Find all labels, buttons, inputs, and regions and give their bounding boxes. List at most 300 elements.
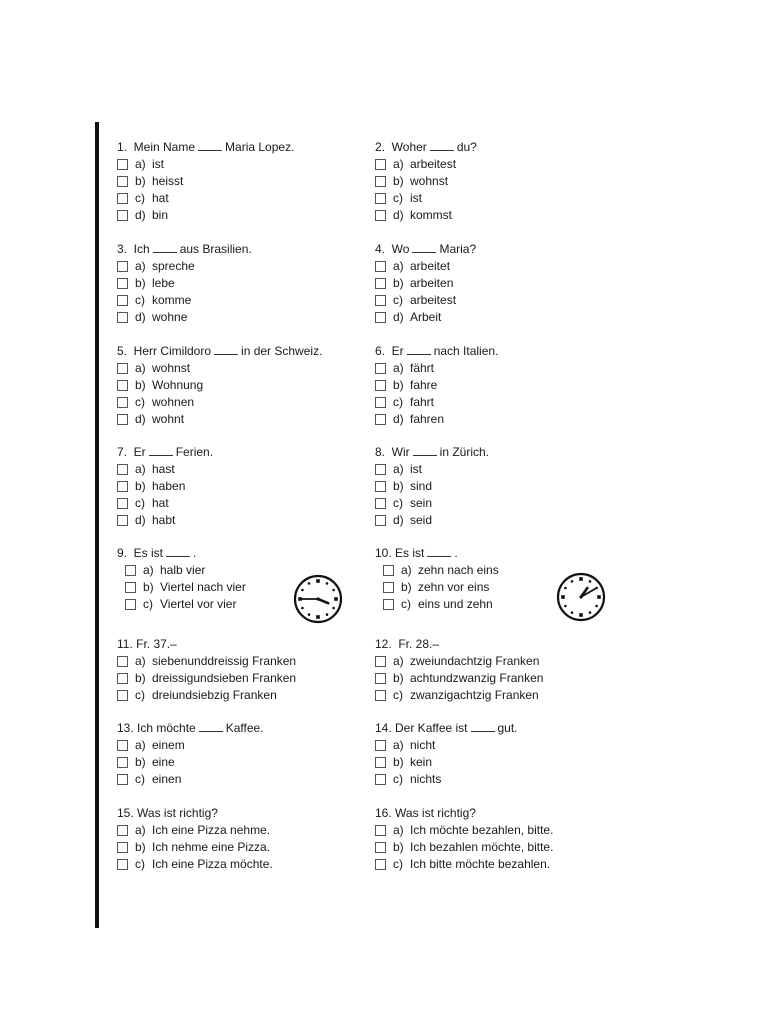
answer-checkbox[interactable]: [375, 481, 386, 492]
answer-checkbox[interactable]: [117, 673, 128, 684]
clock-hour-mark: [316, 615, 320, 619]
option-letter: a): [393, 654, 404, 668]
answer-option[interactable]: [375, 394, 498, 411]
option-letter: c): [135, 395, 145, 409]
answer-option[interactable]: [375, 670, 543, 687]
question-6: [375, 343, 498, 428]
answer-option[interactable]: [117, 596, 246, 613]
question-1: [117, 139, 294, 224]
clock-hour-mark: [332, 589, 335, 592]
answer-option[interactable]: [117, 495, 213, 512]
answer-checkbox[interactable]: [117, 656, 128, 667]
option-letter: c): [393, 772, 403, 786]
answer-checkbox[interactable]: [375, 261, 386, 272]
option-letter: c): [143, 597, 153, 611]
answer-checkbox[interactable]: [375, 774, 386, 785]
answer-option[interactable]: [117, 309, 252, 326]
option-text: wohnen: [152, 395, 195, 409]
answer-option[interactable]: [375, 856, 553, 873]
answer-option[interactable]: [375, 512, 489, 529]
option-letter: c): [135, 293, 145, 307]
question-stem: [117, 343, 322, 360]
option-text: hat: [152, 191, 169, 205]
answer-option[interactable]: [375, 839, 553, 856]
option-text: seid: [410, 513, 433, 527]
answer-option[interactable]: [117, 207, 294, 224]
option-text: zehn nach eins: [418, 563, 499, 577]
answer-option[interactable]: [117, 822, 273, 839]
answer-option[interactable]: [117, 275, 252, 292]
answer-checkbox[interactable]: [117, 295, 128, 306]
option-text: fahre: [410, 378, 438, 392]
answer-option[interactable]: [117, 737, 264, 754]
option-text: Ich nehme eine Pizza.: [152, 840, 271, 854]
question-stem: [375, 720, 518, 737]
answer-checkbox[interactable]: [375, 656, 386, 667]
answer-option[interactable]: [117, 411, 322, 428]
option-letter: c): [135, 688, 145, 702]
question-stem: [375, 545, 499, 562]
option-text: halb vier: [160, 563, 206, 577]
option-letter: a): [135, 157, 146, 171]
option-text: hast: [152, 462, 175, 476]
answer-blank: [413, 444, 437, 456]
answer-checkbox[interactable]: [375, 464, 386, 475]
option-letter: b): [135, 671, 146, 685]
option-text: arbeitest: [410, 157, 457, 171]
answer-checkbox[interactable]: [117, 159, 128, 170]
option-text: eins und zehn: [418, 597, 493, 611]
option-text: Ich bezahlen möchte, bitte.: [410, 840, 554, 854]
question-text: 2. Woher: [375, 140, 427, 154]
clock-hour-mark: [571, 580, 574, 583]
answer-checkbox[interactable]: [375, 363, 386, 374]
option-letter: b): [393, 174, 404, 188]
clock-icon: [293, 574, 343, 624]
clock-hour-mark: [308, 582, 311, 585]
answer-blank: [149, 444, 173, 456]
option-text: komme: [152, 293, 192, 307]
answer-blank: [198, 139, 222, 151]
option-letter: a): [393, 157, 404, 171]
answer-option[interactable]: [117, 156, 294, 173]
question-3: [117, 241, 252, 326]
question-stem: [375, 139, 477, 156]
question-text-after: .: [193, 546, 197, 560]
option-letter: a): [393, 259, 404, 273]
option-letter: a): [135, 654, 146, 668]
option-text: fährt: [410, 361, 435, 375]
answer-option[interactable]: [375, 207, 477, 224]
clock-hour-mark: [595, 605, 598, 608]
answer-blank: [214, 343, 238, 355]
answer-checkbox[interactable]: [375, 193, 386, 204]
option-text: einem: [152, 738, 185, 752]
option-letter: b): [143, 580, 154, 594]
option-letter: c): [135, 857, 145, 871]
answer-blank: [153, 241, 177, 253]
option-letter: b): [135, 276, 146, 290]
option-letter: a): [135, 823, 146, 837]
question-text-after: in der Schweiz.: [241, 344, 323, 358]
question-text: 16. Was ist richtig?: [375, 806, 476, 820]
option-letter: b): [135, 755, 146, 769]
option-letter: d): [135, 412, 146, 426]
answer-option[interactable]: [375, 754, 518, 771]
option-text: kommst: [410, 208, 452, 222]
margin-bar: [95, 122, 99, 928]
answer-checkbox[interactable]: [375, 498, 386, 509]
clock-center-pin: [316, 597, 319, 600]
answer-option[interactable]: [117, 670, 296, 687]
answer-option[interactable]: [117, 856, 273, 873]
answer-blank: [430, 139, 454, 151]
option-text: fahrt: [410, 395, 435, 409]
question-stem: [375, 636, 543, 653]
answer-checkbox[interactable]: [117, 380, 128, 391]
answer-option[interactable]: [375, 377, 498, 394]
option-letter: c): [135, 772, 145, 786]
question-text-after: Maria?: [439, 242, 477, 256]
clock-hour-mark: [308, 613, 311, 616]
question-9: [117, 545, 246, 613]
answer-option[interactable]: [117, 394, 322, 411]
answer-checkbox[interactable]: [375, 825, 386, 836]
option-letter: c): [401, 597, 411, 611]
clock-hour-mark: [561, 595, 565, 599]
option-letter: a): [393, 738, 404, 752]
answer-blank: [199, 720, 223, 732]
answer-option[interactable]: [375, 190, 477, 207]
clock-hour-mark: [597, 595, 601, 599]
answer-checkbox[interactable]: [117, 842, 128, 853]
option-letter: a): [143, 563, 154, 577]
option-text: haben: [152, 479, 186, 493]
question-stem: [375, 343, 498, 360]
answer-checkbox[interactable]: [117, 278, 128, 289]
option-text: wohne: [152, 310, 188, 324]
answer-option[interactable]: [375, 156, 477, 173]
clock-hour-mark: [326, 613, 329, 616]
answer-option[interactable]: [375, 478, 489, 495]
answer-checkbox[interactable]: [375, 842, 386, 853]
option-text: arbeitest: [410, 293, 457, 307]
option-letter: b): [393, 840, 404, 854]
answer-option[interactable]: [117, 562, 246, 579]
question-text-after: gut.: [497, 721, 518, 735]
answer-option[interactable]: [117, 258, 252, 275]
answer-blank: [412, 241, 436, 253]
answer-checkbox[interactable]: [375, 673, 386, 684]
answer-option[interactable]: [117, 512, 213, 529]
question-4: [375, 241, 476, 326]
option-text: dreiundsiebzig Franken: [152, 688, 277, 702]
answer-checkbox[interactable]: [375, 380, 386, 391]
answer-option[interactable]: [375, 771, 518, 788]
answer-checkbox[interactable]: [383, 582, 394, 593]
option-letter: c): [135, 191, 145, 205]
option-text: dreissigundsieben Franken: [152, 671, 297, 685]
option-text: sein: [410, 496, 433, 510]
answer-checkbox[interactable]: [117, 464, 128, 475]
answer-checkbox[interactable]: [117, 690, 128, 701]
question-text: 9. Es ist: [117, 546, 164, 560]
option-text: wohnt: [152, 412, 185, 426]
answer-checkbox[interactable]: [117, 740, 128, 751]
answer-option[interactable]: [117, 579, 246, 596]
clock-hour-mark: [301, 607, 304, 610]
answer-blank: [427, 545, 451, 557]
option-text: nichts: [410, 772, 442, 786]
option-letter: d): [393, 513, 404, 527]
option-text: arbeiten: [410, 276, 454, 290]
answer-checkbox[interactable]: [375, 159, 386, 170]
answer-option[interactable]: [117, 754, 264, 771]
answer-checkbox[interactable]: [375, 312, 386, 323]
question-text: 3. Ich: [117, 242, 150, 256]
option-text: achtundzwanzig Franken: [410, 671, 544, 685]
answer-checkbox[interactable]: [117, 210, 128, 221]
question-stem: [117, 636, 296, 653]
option-letter: a): [393, 361, 404, 375]
answer-checkbox[interactable]: [117, 481, 128, 492]
answer-checkbox[interactable]: [375, 397, 386, 408]
option-letter: b): [135, 479, 146, 493]
option-letter: c): [393, 395, 403, 409]
question-text: 10. Es ist: [375, 546, 425, 560]
option-text: heisst: [152, 174, 184, 188]
option-text: zwanzigachtzig Franken: [410, 688, 539, 702]
question-text-after: Kaffee.: [225, 721, 264, 735]
answer-option[interactable]: [375, 461, 489, 478]
question-5: [117, 343, 322, 428]
answer-blank: [471, 720, 495, 732]
answer-option[interactable]: [117, 377, 322, 394]
option-text: Ich bitte möchte bezahlen.: [410, 857, 551, 871]
clock-hour-mark: [579, 613, 583, 617]
question-text-after: in Zürich.: [439, 445, 490, 459]
question-stem: [117, 805, 273, 822]
answer-option[interactable]: [375, 596, 499, 613]
option-text: sind: [410, 479, 433, 493]
answer-checkbox[interactable]: [117, 363, 128, 374]
answer-checkbox[interactable]: [375, 278, 386, 289]
question-text: 4. Wo: [375, 242, 410, 256]
option-letter: a): [135, 462, 146, 476]
answer-option[interactable]: [117, 687, 296, 704]
answer-option[interactable]: [375, 562, 499, 579]
option-text: Viertel nach vier: [160, 580, 246, 594]
option-letter: b): [135, 840, 146, 854]
option-letter: c): [393, 688, 403, 702]
answer-checkbox[interactable]: [375, 859, 386, 870]
answer-checkbox[interactable]: [117, 515, 128, 526]
clock-hour-mark: [564, 587, 567, 590]
option-letter: b): [393, 479, 404, 493]
answer-option[interactable]: [117, 190, 294, 207]
clock-center-pin: [579, 595, 582, 598]
question-text: 8. Wir: [375, 445, 410, 459]
option-letter: c): [393, 857, 403, 871]
option-text: Ich eine Pizza möchte.: [152, 857, 273, 871]
answer-option[interactable]: [375, 737, 518, 754]
answer-checkbox[interactable]: [117, 757, 128, 768]
question-text: 13. Ich möchte: [117, 721, 196, 735]
option-letter: c): [393, 191, 403, 205]
option-letter: d): [393, 310, 404, 324]
answer-checkbox[interactable]: [375, 515, 386, 526]
answer-option[interactable]: [117, 771, 264, 788]
answer-option[interactable]: [117, 461, 213, 478]
clock-hour-mark: [316, 579, 320, 583]
option-text: lebe: [152, 276, 175, 290]
question-stem: [117, 241, 252, 258]
question-text: 12. Fr. 28.–: [375, 637, 440, 651]
answer-checkbox[interactable]: [125, 582, 136, 593]
answer-checkbox[interactable]: [375, 210, 386, 221]
answer-checkbox[interactable]: [117, 774, 128, 785]
option-letter: d): [135, 208, 146, 222]
option-text: Ich eine Pizza nehme.: [152, 823, 271, 837]
option-letter: b): [393, 276, 404, 290]
answer-checkbox[interactable]: [375, 295, 386, 306]
answer-checkbox[interactable]: [375, 757, 386, 768]
option-text: zweiundachtzig Franken: [410, 654, 540, 668]
question-12: [375, 636, 543, 704]
answer-checkbox[interactable]: [117, 825, 128, 836]
answer-option[interactable]: [375, 579, 499, 596]
option-text: wohnst: [152, 361, 191, 375]
option-text: hat: [152, 496, 169, 510]
option-text: ist: [410, 191, 422, 205]
option-text: einen: [152, 772, 182, 786]
question-14: [375, 720, 518, 788]
answer-blank: [407, 343, 431, 355]
answer-checkbox[interactable]: [383, 565, 394, 576]
answer-option[interactable]: [375, 275, 476, 292]
answer-checkbox[interactable]: [375, 690, 386, 701]
answer-option[interactable]: [375, 292, 476, 309]
option-letter: b): [393, 671, 404, 685]
option-text: kein: [410, 755, 433, 769]
answer-checkbox[interactable]: [117, 414, 128, 425]
option-letter: d): [393, 208, 404, 222]
answer-option[interactable]: [117, 292, 252, 309]
answer-checkbox[interactable]: [117, 397, 128, 408]
option-text: habt: [152, 513, 176, 527]
option-text: zehn vor eins: [418, 580, 490, 594]
option-letter: a): [135, 738, 146, 752]
question-2: [375, 139, 477, 224]
option-letter: c): [393, 496, 403, 510]
option-letter: a): [135, 361, 146, 375]
answer-checkbox[interactable]: [117, 176, 128, 187]
answer-option[interactable]: [117, 653, 296, 670]
question-text-after: Ferien.: [175, 445, 214, 459]
answer-checkbox[interactable]: [117, 193, 128, 204]
question-stem: [375, 444, 489, 461]
answer-option[interactable]: [375, 173, 477, 190]
question-13: [117, 720, 264, 788]
answer-option[interactable]: [375, 653, 543, 670]
question-16: [375, 805, 553, 873]
answer-checkbox[interactable]: [375, 740, 386, 751]
answer-checkbox[interactable]: [117, 261, 128, 272]
question-text: 14. Der Kaffee ist: [375, 721, 468, 735]
question-text: 11. Fr. 37.–: [117, 637, 177, 651]
option-text: arbeitet: [410, 259, 451, 273]
answer-checkbox[interactable]: [125, 565, 136, 576]
clock-hour-mark: [326, 582, 329, 585]
question-text: 15. Was ist richtig?: [117, 806, 218, 820]
answer-option[interactable]: [117, 478, 213, 495]
option-text: fahren: [410, 412, 445, 426]
answer-checkbox[interactable]: [125, 599, 136, 610]
question-10: [375, 545, 499, 613]
question-15: [117, 805, 273, 873]
question-stem: [117, 720, 264, 737]
answer-option[interactable]: [375, 258, 476, 275]
answer-option[interactable]: [375, 411, 498, 428]
question-text-after: Maria Lopez.: [225, 140, 295, 154]
option-text: ist: [410, 462, 422, 476]
clock-hour-mark: [589, 580, 592, 583]
answer-option[interactable]: [375, 360, 498, 377]
option-letter: b): [135, 174, 146, 188]
question-stem: [375, 241, 476, 258]
question-7: [117, 444, 213, 529]
answer-option[interactable]: [375, 822, 553, 839]
option-text: spreche: [152, 259, 195, 273]
answer-checkbox[interactable]: [117, 312, 128, 323]
clock-icon: [556, 572, 606, 622]
question-text: 5. Herr Cimildoro: [117, 344, 212, 358]
answer-checkbox[interactable]: [117, 498, 128, 509]
option-letter: a): [401, 563, 412, 577]
option-letter: a): [393, 462, 404, 476]
clock-hour-mark: [332, 607, 335, 610]
option-letter: d): [393, 412, 404, 426]
option-text: wohnst: [410, 174, 449, 188]
option-text: Viertel vor vier: [160, 597, 237, 611]
answer-option[interactable]: [375, 495, 489, 512]
question-text: 1. Mein Name: [117, 140, 196, 154]
answer-option[interactable]: [375, 687, 543, 704]
answer-checkbox[interactable]: [375, 414, 386, 425]
answer-option[interactable]: [117, 173, 294, 190]
option-letter: d): [135, 310, 146, 324]
question-11: [117, 636, 296, 704]
clock-hour-mark: [564, 605, 567, 608]
clock-hour-mark: [571, 611, 574, 614]
option-text: eine: [152, 755, 175, 769]
question-text-after: nach Italien.: [433, 344, 499, 358]
answer-checkbox[interactable]: [383, 599, 394, 610]
answer-option[interactable]: [117, 360, 322, 377]
clock-hour-mark: [301, 589, 304, 592]
answer-option[interactable]: [117, 839, 273, 856]
answer-checkbox[interactable]: [375, 176, 386, 187]
option-text: Arbeit: [410, 310, 442, 324]
option-text: nicht: [410, 738, 436, 752]
question-text-after: .: [454, 546, 458, 560]
answer-blank: [166, 545, 190, 557]
answer-option[interactable]: [375, 309, 476, 326]
answer-checkbox[interactable]: [117, 859, 128, 870]
clock-hour-mark: [579, 577, 583, 581]
question-text: 7. Er: [117, 445, 146, 459]
question-text-after: aus Brasilien.: [179, 242, 252, 256]
